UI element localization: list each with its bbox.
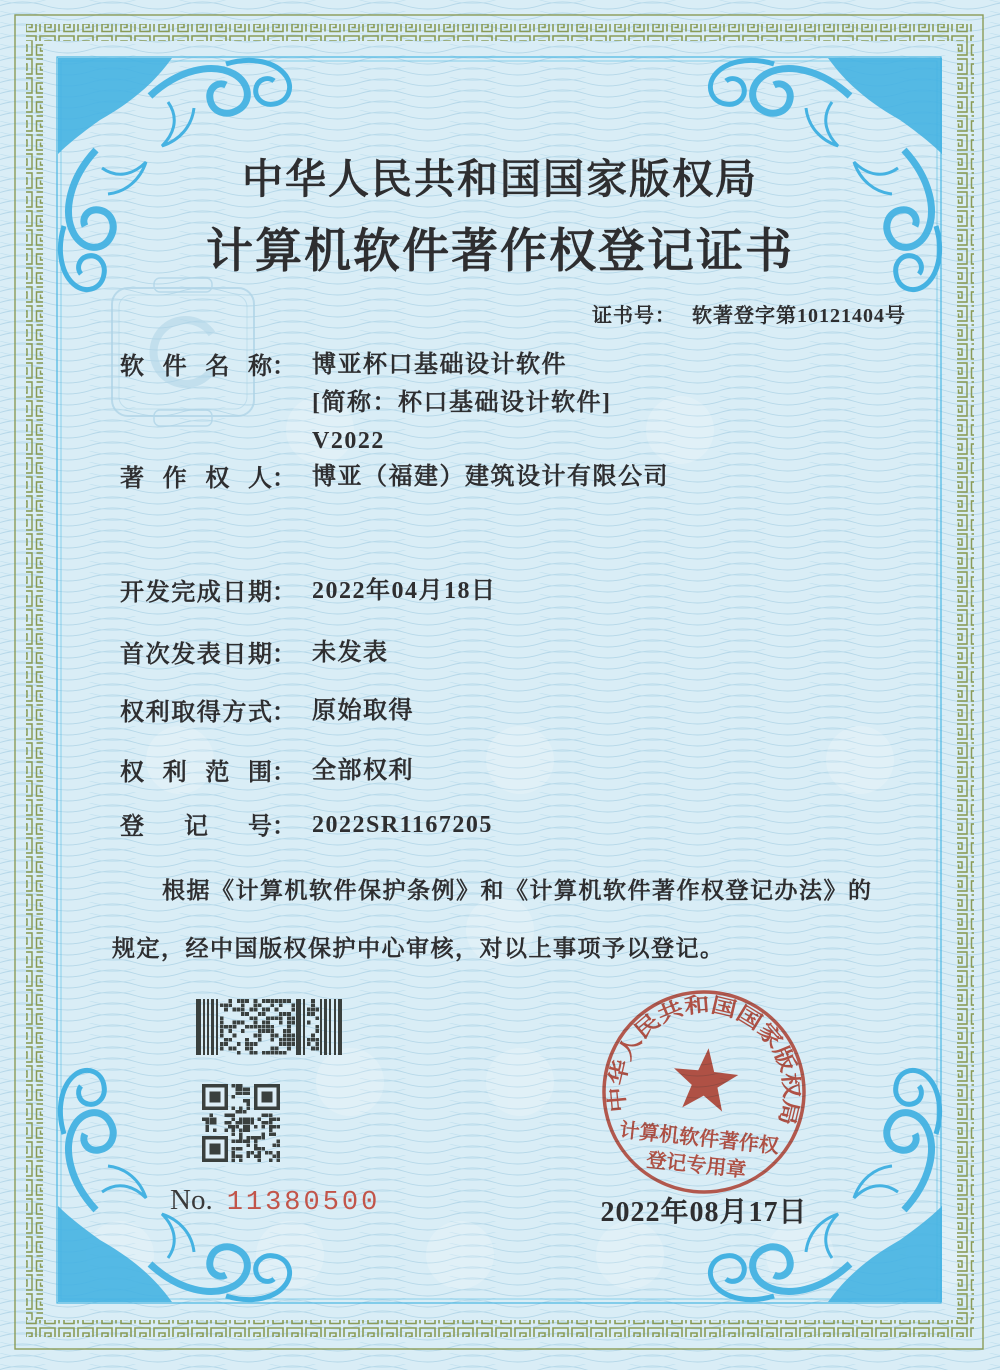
field-label: 开发完成日期 — [120, 580, 272, 606]
field-row-first-publication — [120, 634, 389, 672]
field-label: 著作权人 — [120, 466, 272, 492]
qr-code — [202, 1084, 280, 1162]
copyright-owner: 博亚（福建）建筑设计有限公司 — [312, 464, 669, 490]
field-label: 首次发表日期 — [120, 642, 272, 668]
colon: ： — [272, 466, 296, 492]
field-value — [312, 752, 414, 790]
colon: ： — [272, 700, 296, 726]
colon: ： — [272, 642, 296, 668]
field-label: 登记号 — [120, 814, 272, 840]
star-icon — [670, 1045, 741, 1113]
certificate-number-label: 证书号： — [592, 305, 676, 327]
rights-scope: 全部权利 — [312, 758, 414, 784]
first-publication: 未发表 — [312, 640, 389, 666]
field-value — [312, 572, 497, 610]
software-version: V2022 — [312, 428, 385, 454]
certificate-number — [592, 299, 906, 328]
certificate-title: 计算机软件著作权登记证书 — [206, 226, 794, 278]
software-short-name: [简称：杯口基础设计软件] — [312, 390, 612, 416]
field-row-completion-date — [120, 572, 497, 610]
field-row-acquisition-method — [120, 692, 414, 730]
colon: ： — [272, 814, 296, 840]
registration-number: 2022SR1167205 — [312, 812, 493, 838]
field-row-software-name — [120, 346, 611, 460]
field-label: 权利取得方式 — [120, 700, 272, 726]
colon: ： — [272, 354, 296, 380]
field-value — [312, 806, 493, 844]
field-row-copyright-owner — [120, 458, 669, 496]
seal-ring-text: 中华人民共和国国家版权局 — [604, 992, 804, 1124]
field-row-rights-scope — [120, 752, 414, 790]
serial-digits: 11380500 — [226, 1188, 381, 1218]
barcode — [196, 999, 344, 1055]
software-name: 博亚杯口基础设计软件 — [312, 352, 567, 378]
seal-line-2: 登记专用章 — [645, 1149, 748, 1182]
serial-prefix: No. — [170, 1184, 213, 1216]
colon: ： — [272, 760, 296, 786]
statement-line-1: 根据《计算机软件保护条例》和《计算机软件著作权登记办法》的 — [162, 878, 873, 903]
field-value — [312, 346, 611, 460]
certificate-number-value: 软著登字第10121404号 — [692, 305, 906, 327]
statement-line-2: 规定，经中国版权保护中心审核，对以上事项予以登记。 — [112, 936, 725, 961]
field-label: 软件名称 — [120, 354, 272, 380]
official-seal — [598, 986, 810, 1198]
issue-date: 2022年08月17日 — [600, 1197, 808, 1228]
serial-number — [170, 1184, 380, 1218]
authority-title: 中华人民共和国国家版权局 — [242, 156, 758, 202]
field-value — [312, 458, 669, 496]
field-row-registration-number — [120, 806, 493, 844]
field-label: 权利范围 — [120, 760, 272, 786]
colon: ： — [272, 580, 296, 606]
seal-line-1: 计算机软件著作权 — [618, 1119, 780, 1159]
acquisition-method: 原始取得 — [312, 698, 414, 724]
field-value — [312, 692, 414, 730]
registration-statement — [112, 862, 922, 978]
completion-date: 2022年04月18日 — [312, 578, 497, 604]
field-value — [312, 634, 389, 672]
